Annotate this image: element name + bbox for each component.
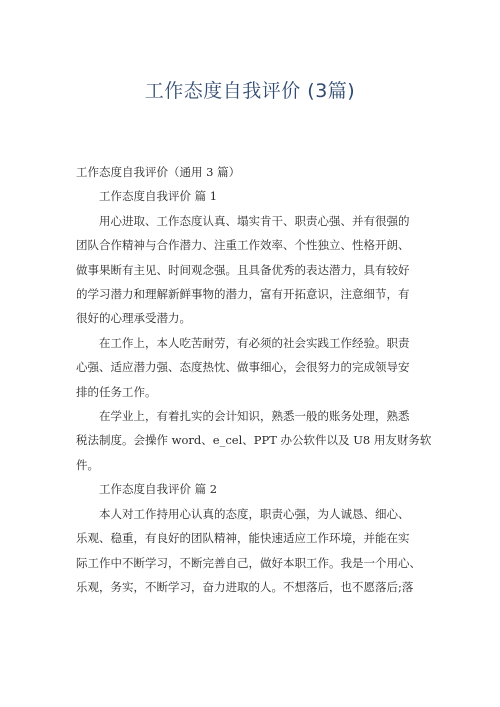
text-line: 用心进取、工作态度认真、塌实肯干、职责心强、并有很强的: [99, 213, 410, 228]
text-line: 排的任务工作。: [76, 384, 157, 399]
text-line: 很好的心理承受潜力。: [76, 311, 191, 326]
text-line: 乐观，务实，不断学习，奋力进取的人。不想落后，也不愿落后;落: [76, 579, 414, 594]
text-line: 心强、适应潜力强、态度热忱、做事细心，会很努力的完成领导安: [76, 360, 410, 375]
document-title: 工作态度自我评价 (3篇): [144, 80, 356, 102]
text-line: 团队合作精神与合作潜力、注重工作效率、个性独立、性格开朗、: [76, 238, 410, 253]
document-body: [76, 160, 436, 599]
text-line: 乐观、稳重，有良好的团队精神，能快速适应工作环境，并能在实: [76, 531, 410, 546]
text-line: 工作态度自我评价（通用 3 篇）: [76, 165, 241, 179]
text-line: 税法制度。会操作 word、e_cel、PPT 办公软件以及 U8 用友财务软: [76, 433, 432, 448]
text-line: 工作态度自我评价 篇 1: [99, 189, 218, 204]
text-line: 做事果断有主见、时间观念强。且具备优秀的表达潜力，具有较好: [76, 262, 410, 277]
text-line: 本人对工作持用心认真的态度，职责心强，为人诚恳、细心、: [99, 506, 410, 521]
text-line: 的学习潜力和理解新鲜事物的潜力，富有开拓意识，注意细节，有: [76, 287, 410, 302]
text-line: 际工作中不断学习，不断完善自己，做好本职工作。我是一个用心、: [76, 555, 421, 570]
text-line: 件。: [76, 457, 99, 472]
text-line: 在工作上，本人吃苦耐劳，有必须的社会实践工作经验。职责: [99, 335, 410, 350]
text-line: 工作态度自我评价 篇 2: [99, 482, 218, 497]
text-line: 在学业上，有着扎实的会计知识，熟悉一般的账务处理，熟悉: [99, 409, 410, 424]
